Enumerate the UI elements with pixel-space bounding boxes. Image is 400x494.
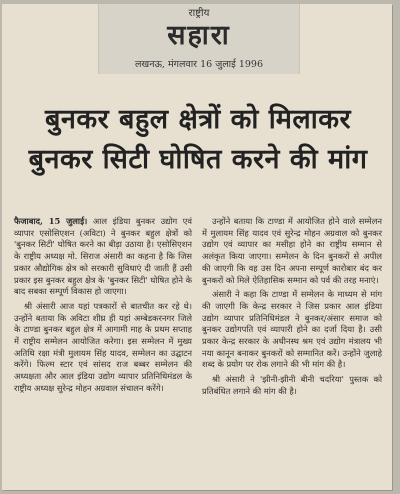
masthead-small-title: राष्ट्रीय	[188, 8, 210, 19]
article-paragraph	[202, 374, 382, 397]
masthead	[98, 4, 300, 74]
headline-line-2: बुनकर सिटी घोषित करने की मांग	[28, 144, 368, 175]
headline-line-1: बुनकर बहुल क्षेत्रों को मिलाकर	[44, 104, 352, 135]
article-paragraph	[202, 216, 382, 286]
article-dateline: फैजाबाद, 15 जुलाई।	[14, 216, 88, 226]
article-paragraph-text: आल इंडिया बुनकर उद्योग एवं व्यापार एसोसिएशन (अविटा) ने बुनकर बहुल क्षेत्रों को 'बुनकर सिटी' घोषित करने का बीड़ा उठाया है। एसोसिएशन के राष्ट्रीय अध्यक्ष मो. सिराज अंसारी का कहना है कि जिस प्रकार औद्योगिक क्षेत्र को सरकारी सुविधाएं दी जाती हैं उसी प्रकार इस बुनकर बहुल क्षेत्र के 'बुनकर सिटी' घोषित होने के बाद सबका सम्पूर्ण विकास हो जाएगा।	[14, 216, 192, 297]
masthead-title: सहारा	[167, 20, 231, 51]
article-paragraph	[202, 289, 382, 371]
article-paragraph-text: अंसारी ने कहा कि टाण्डा में सम्मेलन के माध्यम से मांग की जाएगी कि केन्द्र सरकार ने जिस प्रकार आल इंडिया उद्योग व्यापार प्रतिनिधिमंडल ने बुनकर/अंसार समाज को बुनकर उद्योगपति एवं व्यापारी होने का दर्जा दिया है। उसी प्रकार केन्द्र सरकार के अधीनस्थ श्रम एवं उद्योग मंत्रालय भी नया कानून बनाकर बुनकरों को सम्मानित करें। उन्होंने जुलाहे शब्द के प्रयोग पर रोक लगाने की भी मांग की है।	[202, 289, 382, 370]
headline	[10, 100, 386, 180]
article-paragraph	[14, 216, 192, 298]
article-column-right	[202, 216, 382, 401]
article-column-left	[14, 216, 192, 398]
masthead-dateline: लखनऊ, मंगलवार 16 जुलाई 1996	[134, 59, 264, 70]
article-paragraph-text: उन्होंने बताया कि टाण्डा में आयोजित होने वाले सम्मेलन में मुलायम सिंह यादव एवं सुरेन्द्र मोहन अग्रवाल को बुनकर उद्योग एवं व्यापार का मसीहा होने का राष्ट्रीय सम्मान से अलंकृत किया जाएगा। सम्मेलन के दिन बुनकरों से अपील की जाएगी कि वह उस दिन अपना सम्पूर्ण कारोबार बंद कर बुनकरों को मिले ऐतिहासिक सम्मान को पर्व की तरह मनाएं।	[202, 216, 382, 285]
article-paragraph-text: श्री अंसारी ने 'झीनी-झीनी बीनी चदरिया' पुस्तक को प्रतिबंधित लगाने की मांग की है।	[202, 374, 382, 396]
newspaper-clipping	[2, 4, 392, 490]
article-paragraph	[14, 301, 192, 395]
article-paragraph-text: श्री अंसारी आज यहां पत्रकारों से बातचीत कर रहे थे। उन्होंने बताया कि अविटा शीघ्र ही यहां अम्बेडकरनगर जिले के टाण्डा बुनकर बहुल क्षेत्र में आगामी माह के प्रथम सप्ताह में राष्ट्रीय सम्मेलन आयोजित करेगा। इस सम्मेलन में मुख्य अतिथि रक्षा मंत्री मुलायम सिंह यादव, सम्मेलन का उद्घाटन करेंगे। फिल्म स्टार एवं सांसद राज बब्बर सम्मेलन की अध्यक्षता और आल इंडिया उद्योग व्यापार प्रतिनिधिमंडल के राष्ट्रीय अध्यक्ष सुरेन्द्र मोहन अग्रवाल संचालन करेंगे।	[14, 300, 192, 393]
